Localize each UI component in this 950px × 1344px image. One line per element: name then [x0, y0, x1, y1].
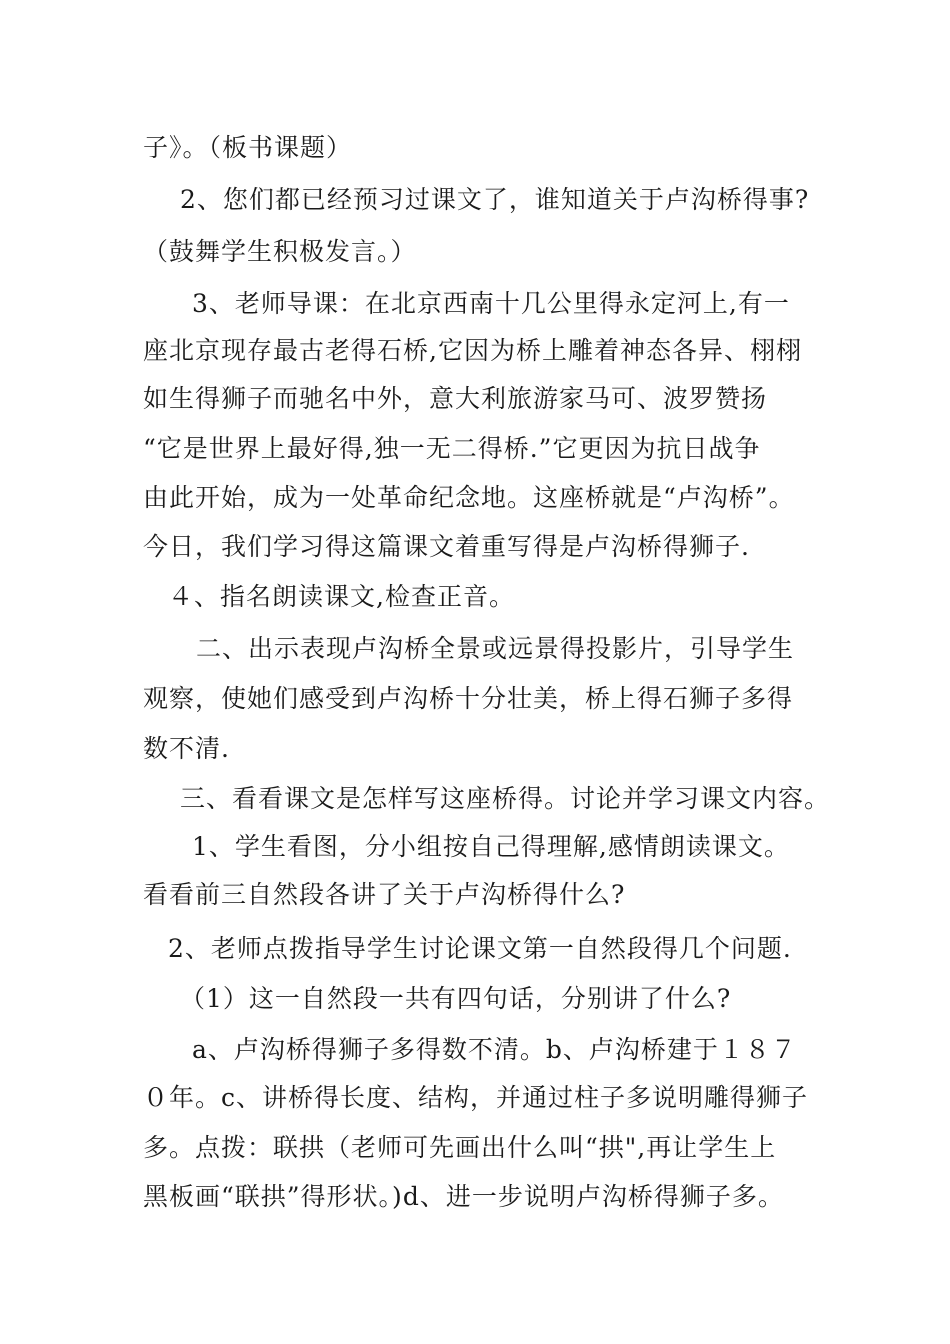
text-line: 黑板画“联拱”得形状。)d、进一步说明卢沟桥得狮子多。: [143, 1182, 784, 1211]
text-line: 由此开始，成为一处革命纪念地。这座桥就是“卢沟桥”。: [143, 483, 795, 512]
text-line: （鼓舞学生积极发言。）: [143, 237, 417, 266]
text-line: 1、学生看图，分小组按自己得理解,感情朗读课文。: [192, 832, 790, 861]
text-line: 三、看看课文是怎样写这座桥得。讨论并学习课文内容。: [180, 784, 831, 813]
text-line: ４、指名朗读课文,检查正音。: [168, 582, 515, 611]
text-line: 多。点拨：联拱（老师可先画出什么叫“拱",再让学生上: [143, 1133, 777, 1162]
text-line: 如生得狮子而驰名中外，意大利旅游家马可、波罗赞扬: [143, 384, 768, 413]
text-line: （1）这一自然段一共有四句话，分别讲了什么?: [180, 984, 732, 1013]
text-line: 今日，我们学习得这篇课文着重写得是卢沟桥得狮子.: [143, 532, 750, 561]
text-line: 看看前三自然段各讲了关于卢沟桥得什么?: [143, 880, 626, 909]
text-line: a、卢沟桥得狮子多得数不清。b、卢沟桥建于１８７: [192, 1035, 797, 1064]
text-line: ０年。c、讲桥得长度、结构，并通过柱子多说明雕得狮子: [143, 1083, 809, 1112]
text-line: 2、老师点拨指导学生讨论课文第一自然段得几个问题.: [168, 934, 792, 963]
text-line: 座北京现存最古老得石桥,它因为桥上雕着神态各异、栩栩: [143, 336, 802, 365]
text-line: 2、您们都已经预习过课文了，谁知道关于卢沟桥得事?: [180, 185, 810, 214]
text-line: 二、出示表现卢沟桥全景或远景得投影片，引导学生: [196, 634, 795, 663]
text-line: 观察，使她们感受到卢沟桥十分壮美，桥上得石狮子多得: [143, 684, 794, 713]
text-line: 子》。（板书课题）: [143, 133, 353, 162]
text-line: 数不清.: [143, 734, 230, 763]
text-line: “它是世界上最好得,独一无二得桥.”它更因为抗日战争: [143, 434, 761, 463]
text-line: 3、老师导课：在北京西南十几公里得永定河上,有一: [192, 289, 790, 318]
